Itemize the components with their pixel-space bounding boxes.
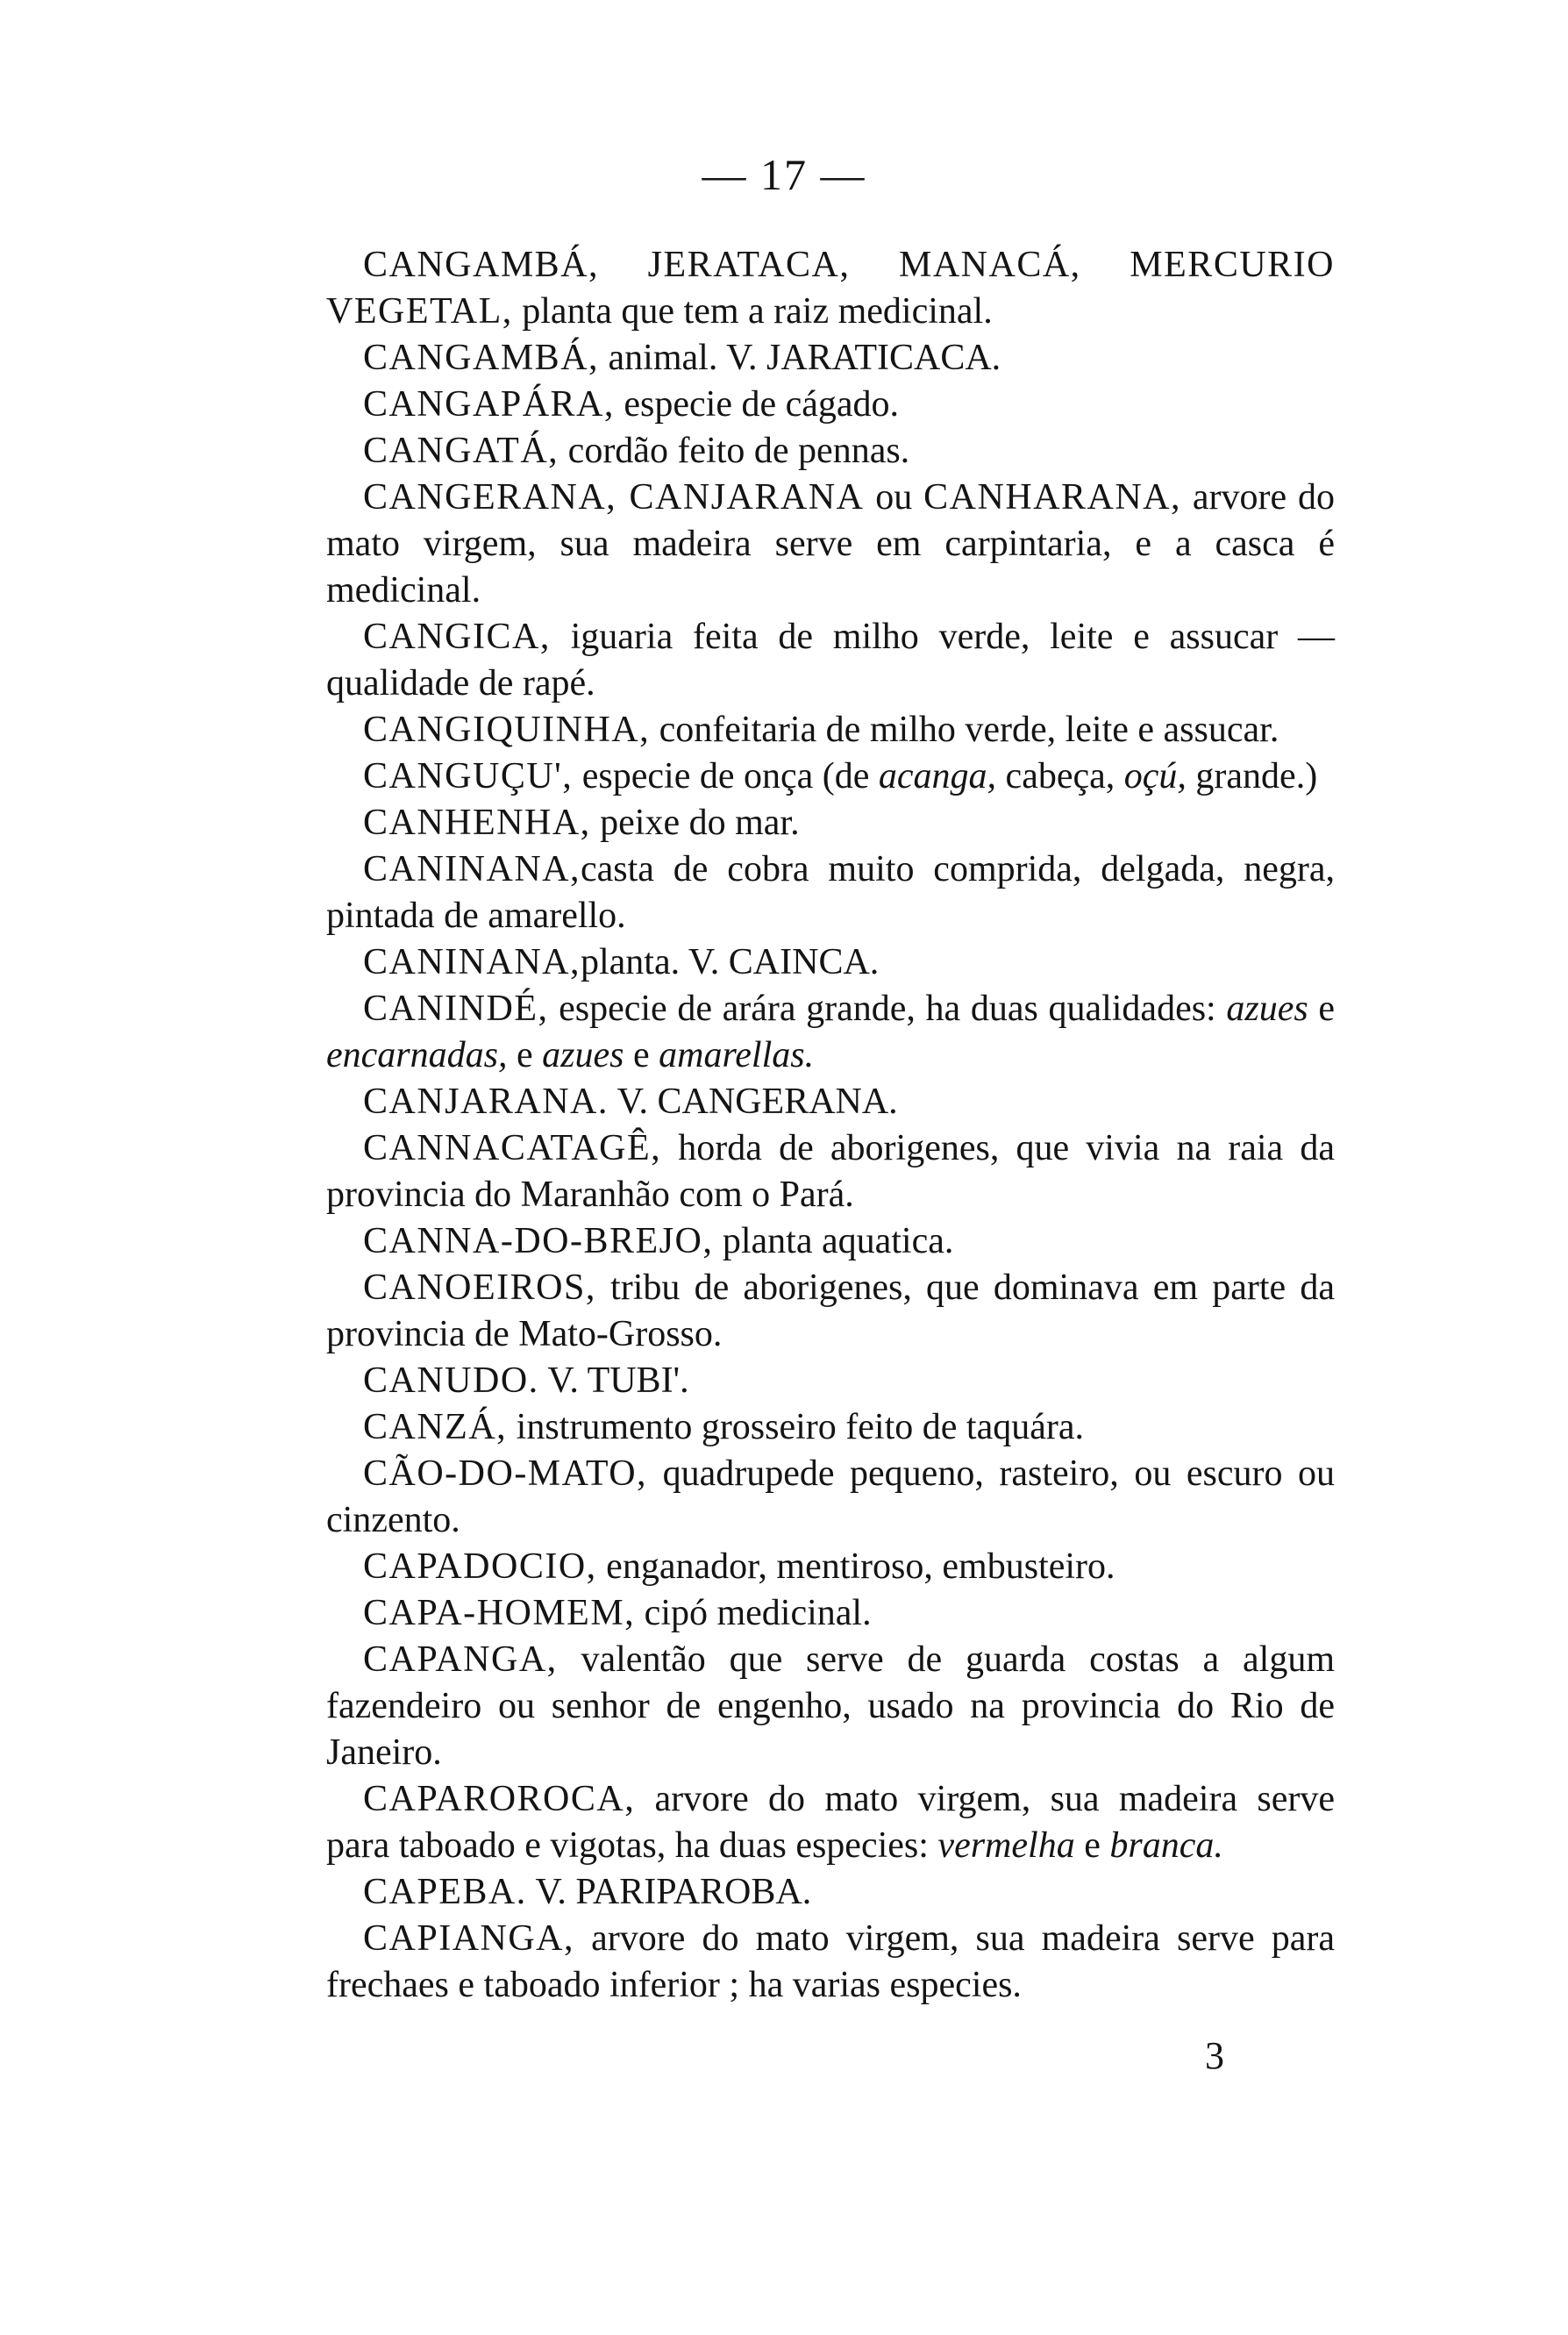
entry-definition: especie de cágado. [614,384,900,425]
entry-headword: CAPEBA. [363,1872,527,1912]
entry-headword: CAPANGA, [363,1639,558,1680]
entry-headword: CANNACATAGÊ, [363,1128,662,1168]
entry-italic-term: vermelha [937,1825,1075,1866]
entry-headword: CANZÁ, [363,1407,508,1447]
entry-definition: animal. V. JARATICACA. [599,338,1001,378]
entry-headword: CANHENHA, [363,803,591,843]
entry-headword: CANGERANA, CANJARANA [363,477,865,518]
dictionary-entry [326,800,1335,846]
entry-definition: quadrupede pequeno, rasteiro, ou escuro ou cinzento. [326,1453,1335,1540]
entry-italic-term: azues [1226,989,1308,1029]
entry-italic-term: acanga, [878,756,997,796]
entry-italic-term: amarellas. [659,1035,815,1075]
entry-definition: iguaria feita de milho verde, leite e assucar — qualidade de rapé. [326,617,1335,703]
entry-headword: CANJARANA. [363,1082,609,1122]
entry-definition: e [1074,1825,1110,1866]
entry-definition: confeitaria de milho verde, leite e assucar. [650,710,1279,750]
entry-definition: especie de arára grande, ha duas qualidades: [548,989,1227,1029]
entry-definition: e [1308,989,1335,1029]
dictionary-entry [326,382,1335,428]
entry-headword: CANGICA, [363,617,551,657]
entry-definition: instrumento grosseiro feito de taquára. [507,1407,1084,1447]
dictionary-entry [326,1544,1335,1590]
dictionary-entry [326,1125,1335,1218]
entry-definition: enganador, mentiroso, embusteiro. [596,1546,1115,1587]
entry-headword: CAPAROROCA, [363,1779,636,1819]
entry-italic-term: branca. [1109,1825,1223,1866]
entry-definition: arvore do mato virgem, sua madeira serve para taboado e vigotas, ha duas especies: [326,1779,1335,1866]
dictionary-entry [326,1637,1335,1776]
dictionary-entry [326,335,1335,382]
dictionary-entry [326,1404,1335,1451]
entry-definition: tribu de aborigenes, que dominava em parte da provincia de Mato-Grosso. [326,1267,1335,1354]
entry-headword: CANGATÁ, [363,431,559,471]
dictionary-entry [326,1265,1335,1358]
entry-definition: especie de onça (de [573,756,879,796]
dictionary-entry [326,753,1335,800]
entry-headword: CANGIQUINHA, [363,710,651,750]
entry-definition: V. CANGERANA. [608,1082,898,1122]
entry-definition: grande.) [1186,756,1318,796]
dictionary-entry [326,614,1335,707]
dictionary-entry [326,1590,1335,1637]
dictionary-entry [326,475,1335,614]
entry-definition: horda de aborigenes, que vivia na raia da provincia do Maranhão com o Pará. [326,1128,1335,1215]
entry-definition: planta que tem a raiz medicinal. [512,291,993,332]
dictionary-entry [326,1916,1335,2009]
dictionary-entry [326,1869,1335,1916]
dictionary-entry [326,1218,1335,1265]
entry-definition: V. TUBI'. [538,1360,689,1401]
dictionary-entry [326,1079,1335,1125]
dictionary-entry [326,707,1335,753]
entry-headword: CANGAMBÁ, JERATACA, MANACÁ, MERCURIO VEGETAL, [326,245,1335,332]
entry-definition: e [624,1035,659,1075]
dictionary-entry [326,1451,1335,1544]
dictionary-entry [326,428,1335,475]
entry-definition: cabeça, [996,756,1124,796]
entry-definition: e [507,1035,543,1075]
entry-definition: peixe do mar. [590,803,800,843]
entry-headword: CANOEIROS, [363,1267,596,1308]
entry-headword: CANINANA, [363,849,581,889]
dictionary-entry [326,939,1335,986]
dictionary-entry [326,242,1335,335]
entry-headword: CAPADOCIO, [363,1546,597,1587]
entry-headword: CANGAMBÁ, [363,338,600,378]
dictionary-entries [326,242,1335,2009]
entry-definition: ou [864,477,924,518]
entry-definition: arvore do mato virgem, sua madeira serve em carpintaria, e a casca é medicinal. [326,477,1336,611]
entry-italic-term: encarnadas, [326,1035,508,1075]
entry-definition: planta. V. CAINCA. [581,942,880,982]
entry-headword: CANGAPÁRA, [363,384,615,425]
dictionary-entry [326,986,1335,1079]
entry-definition: cordão feito de pennas. [559,431,910,471]
entry-italic-term: azues [542,1035,624,1075]
entry-headword: CANINDÉ, [363,989,549,1029]
entry-definition: arvore do mato virgem, sua madeira serve para frechaes e taboado inferior ; ha varias especies. [326,1918,1335,2005]
dictionary-entry [326,1776,1335,1869]
entry-definition: cipó medicinal. [635,1593,872,1633]
entry-definition: V. PARIPAROBA. [526,1872,812,1912]
dictionary-entry [326,846,1335,939]
dictionary-entry [326,1358,1335,1404]
entry-definition: valentão que serve de guarda costas a algum fazendeiro ou senhor de engenho, usado na provincia do Rio de Janeiro. [326,1639,1335,1773]
entry-headword: CANINANA, [363,942,581,982]
signature-mark: 3 [1205,2034,1224,2077]
entry-headword: CÃO-DO-MATO, [363,1453,648,1494]
entry-headword: CAPA-HOMEM, [363,1593,636,1633]
entry-headword: CANUDO. [363,1360,539,1401]
entry-headword: CANNA-DO-BREJO, [363,1221,714,1261]
entry-headword: CANGUÇU', [363,756,574,796]
entry-headword: CAPIANGA, [363,1918,575,1959]
entry-italic-term: oçú, [1123,756,1187,796]
entry-definition: planta aquatica. [713,1221,954,1261]
entry-definition: casta de cobra muito comprida, delgada, negra, pintada de amarello. [326,849,1335,936]
entry-headword-variant: CANHARANA, [923,477,1182,518]
page-number: — 17 — [702,150,866,199]
